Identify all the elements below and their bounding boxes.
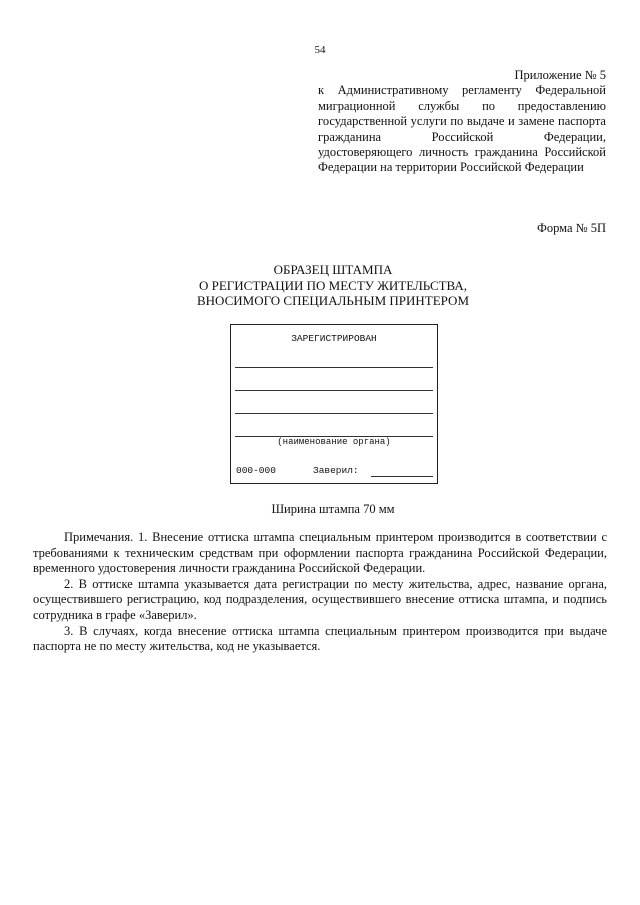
stamp-line	[235, 367, 433, 368]
note-paragraph: Примечания. 1. Внесение оттиска штампа специальным принтером производится в соответствии с требованиями к техническим средствам при оформлении паспорта гражданина Российской Федерации, временного удостоверения личности гражданина Российской Федерации.	[33, 530, 607, 576]
signature-line	[371, 476, 433, 477]
appendix-text: к Административному регламенту Федеральной миграционной службы по предоставлению государственной услуги по выдаче и замене паспорта гражданина Российской Федерации, удостоверяющего личность гражданина Российской Федерации на территории Российской Федерации	[318, 83, 606, 175]
stamp-line	[235, 390, 433, 391]
appendix-heading: Приложение № 5	[514, 68, 606, 82]
stamp-heading: ЗАРЕГИСТРИРОВАН	[291, 333, 377, 344]
note-paragraph: 2. В оттиске штампа указывается дата регистрации по месту жительства, адрес, название органа, осуществившего регистрацию, код подразделения, осуществившего внесение оттиска штампа, и подпись сотрудника в графе «Заверил».	[33, 576, 607, 622]
stamp-sample	[230, 324, 438, 484]
stamp-code: 000-000	[236, 465, 276, 476]
notes-section	[33, 530, 607, 655]
stamp-line	[235, 413, 433, 414]
stamp-width-note: Ширина штампа 70 мм	[271, 502, 395, 516]
document-title	[0, 262, 640, 309]
note-paragraph: 3. В случаях, когда внесение оттиска штампа специальным принтером производится при выдаче паспорта не по месту жительства, код не указывается.	[33, 623, 607, 654]
title-line-1: ОБРАЗЕЦ ШТАМПА	[273, 262, 393, 277]
appendix-block	[318, 68, 606, 176]
form-number: Форма № 5П	[536, 221, 606, 235]
page-number: 54	[314, 44, 326, 56]
title-line-3: ВНОСИМОГО СПЕЦИАЛЬНЫМ ПРИНТЕРОМ	[196, 293, 470, 308]
stamp-certified-label: Заверил:	[313, 465, 359, 476]
title-line-2: О РЕГИСТРАЦИИ ПО МЕСТУ ЖИТЕЛЬСТВА,	[198, 277, 468, 293]
stamp-caption: (наименование органа)	[277, 437, 391, 447]
